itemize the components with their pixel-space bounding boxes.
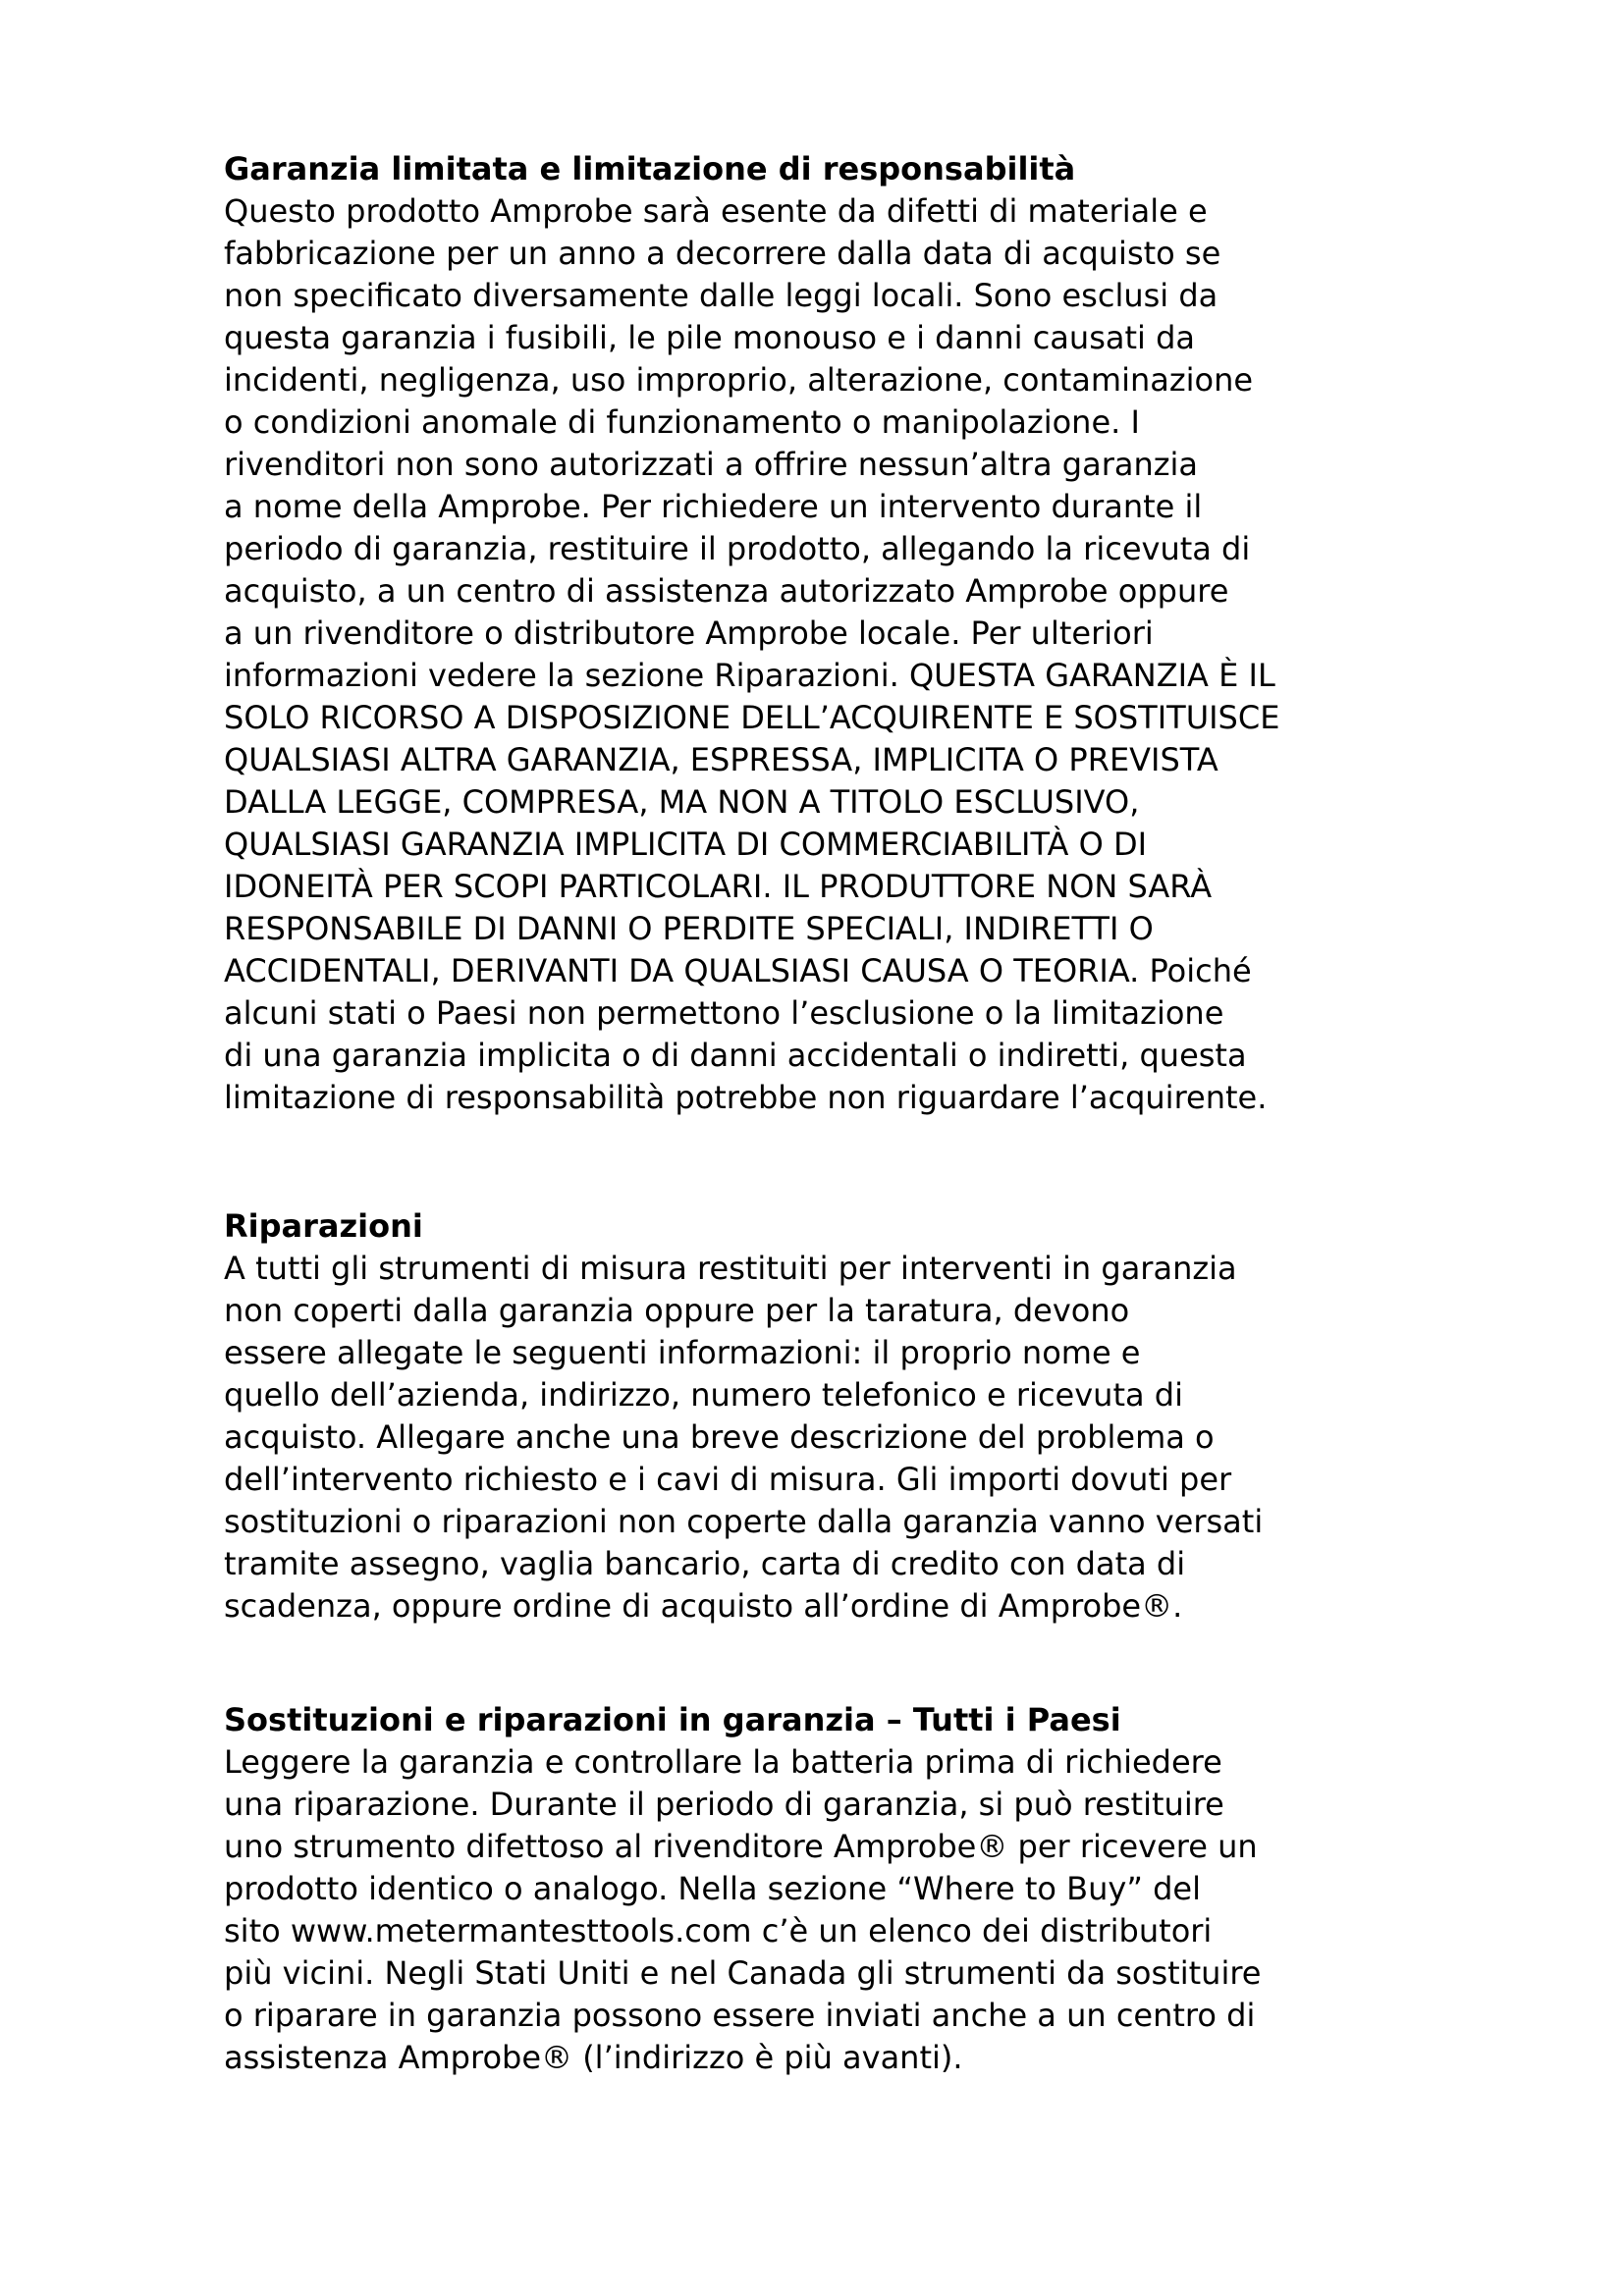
paragraph-line: DALLA LEGGE, COMPRESA, MA NON A TITOLO ESCLUSIVO, xyxy=(224,783,1140,821)
paragraph-line: assistenza Amprobe® (l’indirizzo è più avanti). xyxy=(224,2039,963,2076)
paragraph-line: essere allegate le seguenti informazioni: il proprio nome e xyxy=(224,1334,1141,1371)
paragraph-line: IDONEITÀ PER SCOPI PARTICOLARI. IL PRODUTTORE NON SARÀ xyxy=(224,868,1213,905)
paragraph-line: fabbricazione per un anno a decorrere dalla data di acquisto se xyxy=(224,235,1221,272)
paragraph-line: prodotto identico o analogo. Nella sezione “Where to Buy” del xyxy=(224,1870,1201,1907)
paragraph-line: alcuni stati o Paesi non permettono l’esclusione o la limitazione xyxy=(224,994,1224,1032)
paragraph-line: tramite assegno, vaglia bancario, carta di credito con data di xyxy=(224,1545,1186,1582)
paragraph-line: o condizioni anomale di funzionamento o manipolazione. I xyxy=(224,403,1140,441)
paragraph-line: a un rivenditore o distributore Amprobe locale. Per ulteriori xyxy=(224,614,1154,652)
paragraph-line: sostituzioni o riparazioni non coperte dalla garanzia vanno versati xyxy=(224,1503,1264,1540)
paragraph-line: A tutti gli strumenti di misura restituiti per interventi in garanzia xyxy=(224,1250,1237,1287)
paragraph-line: quello dell’azienda, indirizzo, numero telefonico e ricevuta di xyxy=(224,1376,1183,1414)
paragraph-line: o riparare in garanzia possono essere inviati anche a un centro di xyxy=(224,1997,1256,2034)
section-repairs xyxy=(224,1204,1382,1628)
paragraph-line: Questo prodotto Amprobe sarà esente da difetti di materiale e xyxy=(224,192,1208,230)
section-title: Riparazioni xyxy=(224,1207,423,1245)
paragraph-line: non coperti dalla garanzia oppure per la taratura, devono xyxy=(224,1292,1130,1329)
paragraph-line: sito www.metermantesttools.com c’è un elenco dei distributori xyxy=(224,1912,1213,1949)
paragraph-line: non specificato diversamente dalle leggi locali. Sono esclusi da xyxy=(224,277,1218,314)
paragraph-line: SOLO RICORSO A DISPOSIZIONE DELL’ACQUIRENTE E SOSTITUISCE xyxy=(224,699,1280,736)
paragraph-line: informazioni vedere la sezione Riparazioni. QUESTA GARANZIA È IL xyxy=(224,657,1275,694)
paragraph-line: RESPONSABILE DI DANNI O PERDITE SPECIALI, INDIRETTI O xyxy=(224,910,1154,947)
paragraph-line: scadenza, oppure ordine di acquisto all’ordine di Amprobe®. xyxy=(224,1587,1183,1625)
section-title: Garanzia limitata e limitazione di responsabilità xyxy=(224,150,1076,187)
paragraph-line: QUALSIASI ALTRA GARANZIA, ESPRESSA, IMPLICITA O PREVISTA xyxy=(224,741,1218,778)
paragraph-line: acquisto, a un centro di assistenza autorizzato Amprobe oppure xyxy=(224,572,1229,610)
paragraph-line: di una garanzia implicita o di danni accidentali o indiretti, questa xyxy=(224,1037,1247,1074)
paragraph-line: acquisto. Allegare anche una breve descrizione del problema o xyxy=(224,1418,1215,1456)
paragraph-line: rivenditori non sono autorizzati a offrire nessun’altra garanzia xyxy=(224,446,1199,483)
paragraph-line: questa garanzia i fusibili, le pile monouso e i danni causati da xyxy=(224,319,1195,356)
section-warranty-replacements xyxy=(224,1698,1382,2079)
paragraph-line: QUALSIASI GARANZIA IMPLICITA DI COMMERCIABILITÀ O DI xyxy=(224,826,1148,863)
section-limited-warranty xyxy=(224,147,1382,1119)
paragraph-line: a nome della Amprobe. Per richiedere un intervento durante il xyxy=(224,488,1203,525)
paragraph-line: ACCIDENTALI, DERIVANTI DA QUALSIASI CAUSA O TEORIA. Poiché xyxy=(224,952,1252,989)
paragraph-line: più vicini. Negli Stati Uniti e nel Canada gli strumenti da sostituire xyxy=(224,1954,1262,1992)
paragraph-line: dell’intervento richiesto e i cavi di misura. Gli importi dovuti per xyxy=(224,1461,1232,1498)
paragraph-line: incidenti, negligenza, uso improprio, alterazione, contaminazione xyxy=(224,361,1254,399)
paragraph-line: Leggere la garanzia e controllare la batteria prima di richiedere xyxy=(224,1743,1222,1781)
paragraph-line: limitazione di responsabilità potrebbe non riguardare l’acquirente. xyxy=(224,1079,1268,1116)
paragraph-line: periodo di garanzia, restituire il prodotto, allegando la ricevuta di xyxy=(224,530,1251,567)
section-title: Sostituzioni e riparazioni in garanzia – Tutti i Paesi xyxy=(224,1701,1121,1738)
paragraph-line: una riparazione. Durante il periodo di garanzia, si può restituire xyxy=(224,1786,1224,1823)
paragraph-line: uno strumento difettoso al rivenditore Amprobe® per ricevere un xyxy=(224,1828,1258,1865)
